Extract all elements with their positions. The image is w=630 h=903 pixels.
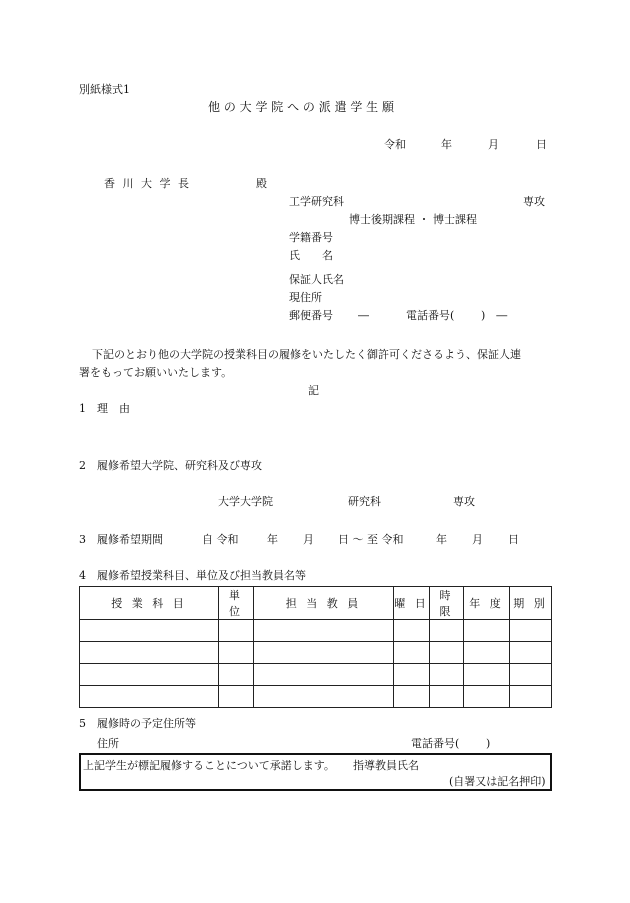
col-header-term: 期 別: [510, 587, 552, 620]
postal-label: 郵便番号: [289, 309, 333, 322]
col-header-weekday: 曜 日: [394, 587, 430, 620]
col-header-year: 年 度: [464, 587, 510, 620]
section-courses: 4 履修希望授業科目、単位及び担当教員名等: [79, 569, 306, 582]
guarantor-label: 保証人氏名: [289, 273, 344, 286]
seal-note: (自署又は記名押印): [449, 775, 546, 788]
table-cell[interactable]: [219, 620, 254, 642]
table-cell[interactable]: [254, 620, 394, 642]
table-cell[interactable]: [254, 642, 394, 664]
univ-field: 大学大学院: [218, 495, 273, 508]
name-label: 氏 名: [289, 249, 333, 262]
table-cell[interactable]: [80, 664, 219, 686]
residence-address-label: 住所: [97, 737, 119, 750]
table-cell[interactable]: [464, 664, 510, 686]
period-to: 日 ～ 至 令和: [338, 533, 404, 546]
table-cell[interactable]: [510, 620, 552, 642]
period-from: 自 令和: [202, 533, 239, 546]
table-cell[interactable]: [464, 686, 510, 708]
table-cell[interactable]: [254, 664, 394, 686]
addressee-name: 香 川 大 学 長: [104, 177, 191, 190]
form-label: 別紙様式1: [79, 83, 130, 96]
section-residence: 5 履修時の予定住所等: [79, 717, 196, 730]
period-from-month: 月: [303, 533, 314, 546]
col-header-credits: 単 位: [219, 587, 254, 620]
table-cell[interactable]: [394, 686, 430, 708]
table-cell[interactable]: [219, 642, 254, 664]
grad-field: 研究科: [348, 495, 381, 508]
advisor-name-label: 指導教員氏名: [353, 759, 419, 772]
period-from-year: 年: [267, 533, 278, 546]
section-period: 3 履修希望期間: [79, 533, 163, 546]
col-header-subject: 授 業 科 目: [80, 587, 219, 620]
table-cell[interactable]: [219, 686, 254, 708]
date-era: 令和: [384, 138, 406, 151]
table-cell[interactable]: [80, 620, 219, 642]
table-cell[interactable]: [510, 642, 552, 664]
course-type: 博士後期課程 ・ 博士課程: [349, 213, 477, 226]
page-title: 他 の 大 学 院 へ の 派 遣 学 生 願: [208, 100, 394, 114]
table-cell[interactable]: [510, 686, 552, 708]
section-reason: 1 理 由: [79, 402, 130, 415]
table-row: [80, 686, 552, 708]
address-label: 現住所: [289, 291, 322, 304]
table-cell[interactable]: [80, 686, 219, 708]
period-to-day: 日: [508, 533, 519, 546]
period-to-month: 月: [472, 533, 483, 546]
table-cell[interactable]: [80, 642, 219, 664]
residence-phone-label: 電話番号(: [411, 737, 460, 750]
table-cell[interactable]: [430, 620, 464, 642]
date-month: 月: [488, 138, 499, 151]
table-cell[interactable]: [430, 642, 464, 664]
table-row: [80, 620, 552, 642]
student-number-label: 学籍番号: [289, 231, 333, 244]
period-to-year: 年: [436, 533, 447, 546]
phone-close: ) ―: [481, 309, 508, 322]
courses-table: [79, 586, 552, 708]
advisor-approval-box: [79, 753, 552, 791]
section-university: 2 履修希望大学院、研究科及び専攻: [79, 459, 262, 472]
col-header-instructor: 担 当 教 員: [254, 587, 394, 620]
faculty: 工学研究科: [289, 195, 344, 208]
table-cell[interactable]: [394, 620, 430, 642]
date-year: 年: [441, 138, 452, 151]
phone-label: 電話番号(: [406, 309, 455, 322]
table-cell[interactable]: [394, 664, 430, 686]
table-cell[interactable]: [254, 686, 394, 708]
request-line-2: 署をもってお願いいたします。: [79, 366, 233, 379]
major-suffix: 専攻: [523, 195, 545, 208]
ki-label: 記: [308, 384, 319, 397]
residence-phone-close: ): [486, 737, 491, 750]
table-row: [80, 642, 552, 664]
postal-dash: ―: [358, 309, 369, 322]
table-cell[interactable]: [394, 642, 430, 664]
table-cell[interactable]: [464, 642, 510, 664]
table-cell[interactable]: [430, 664, 464, 686]
addressee-honorific: 殿: [256, 177, 267, 190]
table-cell[interactable]: [430, 686, 464, 708]
approval-text: 上記学生が標記履修することについて承諾します。: [83, 759, 335, 772]
major-field: 専攻: [453, 495, 475, 508]
table-cell[interactable]: [510, 664, 552, 686]
table-row: [80, 664, 552, 686]
request-line-1: 下記のとおり他の大学院の授業科目の履修をいたしたく御許可くださるよう、保証人連: [92, 348, 521, 361]
date-day: 日: [536, 138, 547, 151]
table-cell[interactable]: [219, 664, 254, 686]
table-header-row: [80, 587, 552, 620]
col-header-period: 時 限: [430, 587, 464, 620]
table-cell[interactable]: [464, 620, 510, 642]
